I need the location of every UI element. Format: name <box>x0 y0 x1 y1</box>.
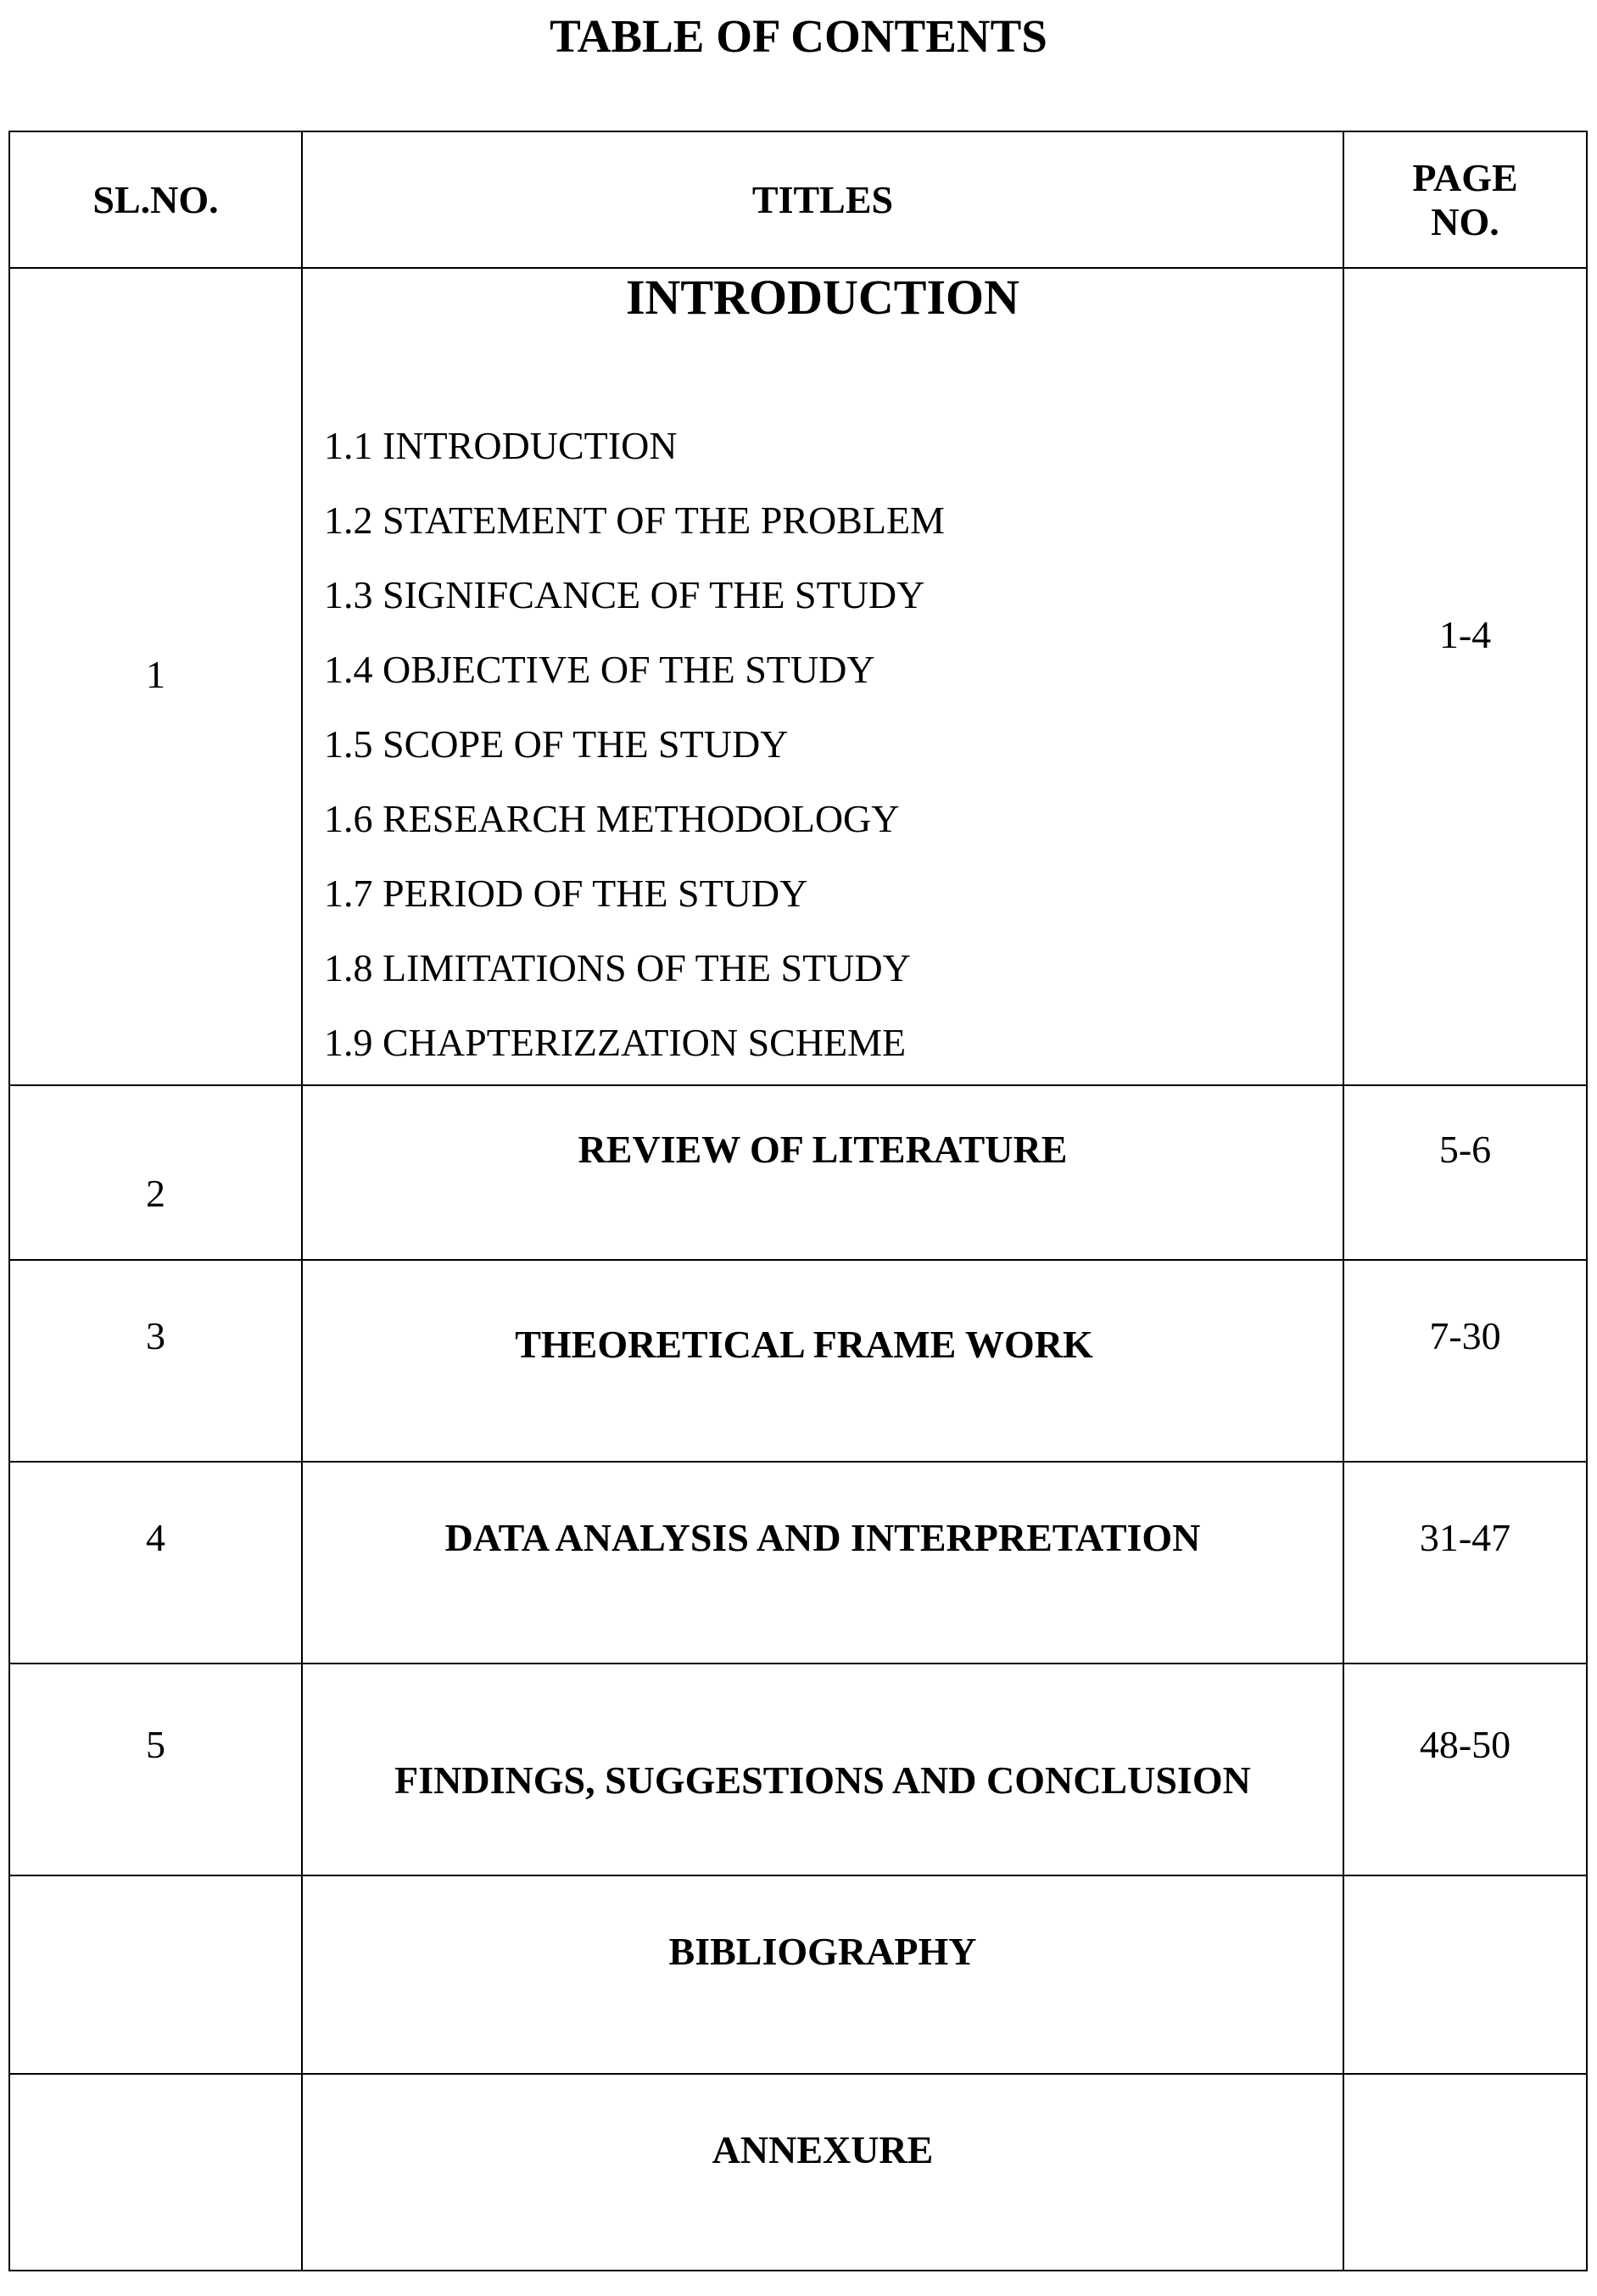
title-cell <box>302 1260 1343 1462</box>
sl-no-cell <box>9 268 302 1085</box>
page-range: 1-4 <box>1438 613 1492 656</box>
table-row <box>9 1875 1587 2074</box>
sl-no: 3 <box>146 1314 165 1357</box>
sl-no-cell <box>9 1260 302 1462</box>
sl-no: 2 <box>146 1172 165 1215</box>
chapter-title: REVIEW OF LITERATURE <box>578 1128 1068 1171</box>
title-cell <box>302 1875 1343 2074</box>
title-cell <box>302 1663 1343 1875</box>
list-item: 1.5 SCOPE OF THE STUDY <box>324 722 789 766</box>
page-range: 48-50 <box>1419 1723 1511 1766</box>
list-item: 1.9 CHAPTERIZZATION SCHEME <box>324 1021 907 1064</box>
header-page-no <box>1343 131 1587 268</box>
header-page-line1: PAGE <box>1412 155 1518 199</box>
table-row <box>9 1663 1587 1875</box>
page-range: 5-6 <box>1438 1128 1492 1171</box>
page-cell <box>1343 1260 1587 1462</box>
header-sl-no: SL.NO. <box>9 131 302 268</box>
chapter-title: BIBLIOGRAPHY <box>668 1930 977 1973</box>
sl-no: 4 <box>146 1516 165 1559</box>
chapter-title: THEORETICAL FRAME WORK <box>515 1323 1093 1366</box>
subsection-list <box>324 409 945 1080</box>
list-item: 1.4 OBJECTIVE OF THE STUDY <box>324 648 875 691</box>
page-cell <box>1343 2074 1587 2271</box>
page-cell <box>1343 1875 1587 2074</box>
list-item: 1.2 STATEMENT OF THE PROBLEM <box>324 499 945 542</box>
header-titles: TITLES <box>302 131 1343 268</box>
list-item: 1.7 PERIOD OF THE STUDY <box>324 872 808 915</box>
page-title: TABLE OF CONTENTS <box>550 10 1047 62</box>
sl-no-cell <box>9 1085 302 1260</box>
chapter-title: FINDINGS, SUGGESTIONS AND CONCLUSION <box>394 1758 1251 1802</box>
page-range: 7-30 <box>1429 1314 1501 1357</box>
page-cell <box>1343 1085 1587 1260</box>
sl-no: 1 <box>146 653 165 696</box>
sl-no-cell <box>9 2074 302 2271</box>
table-row <box>9 1462 1587 1663</box>
page-range: 31-47 <box>1419 1516 1511 1559</box>
table-row <box>9 1260 1587 1462</box>
table-row <box>9 1085 1587 1260</box>
title-cell <box>302 1085 1343 1260</box>
page-cell <box>1343 1462 1587 1663</box>
list-item: 1.1 INTRODUCTION <box>324 424 678 467</box>
page-cell <box>1343 1663 1587 1875</box>
header-page-line2: NO. <box>1431 199 1499 243</box>
sl-no: 5 <box>146 1723 165 1766</box>
sl-no-cell <box>9 1663 302 1875</box>
title-cell <box>302 268 1343 1085</box>
sl-no-cell <box>9 1462 302 1663</box>
list-item: 1.3 SIGNIFCANCE OF THE STUDY <box>324 573 925 616</box>
page-cell <box>1343 268 1587 1085</box>
sl-no-cell <box>9 1875 302 2074</box>
header-row <box>9 131 1587 268</box>
table-row <box>9 2074 1587 2271</box>
chapter-title: DATA ANALYSIS AND INTERPRETATION <box>444 1516 1201 1559</box>
list-item: 1.8 LIMITATIONS OF THE STUDY <box>324 946 911 989</box>
title-cell <box>302 1462 1343 1663</box>
table-row <box>9 268 1587 1085</box>
chapter-heading: INTRODUCTION <box>625 270 1020 325</box>
chapter-title: ANNEXURE <box>712 2128 934 2171</box>
title-cell <box>302 2074 1343 2271</box>
list-item: 1.6 RESEARCH METHODOLOGY <box>324 797 900 840</box>
toc-table <box>8 131 1588 2271</box>
